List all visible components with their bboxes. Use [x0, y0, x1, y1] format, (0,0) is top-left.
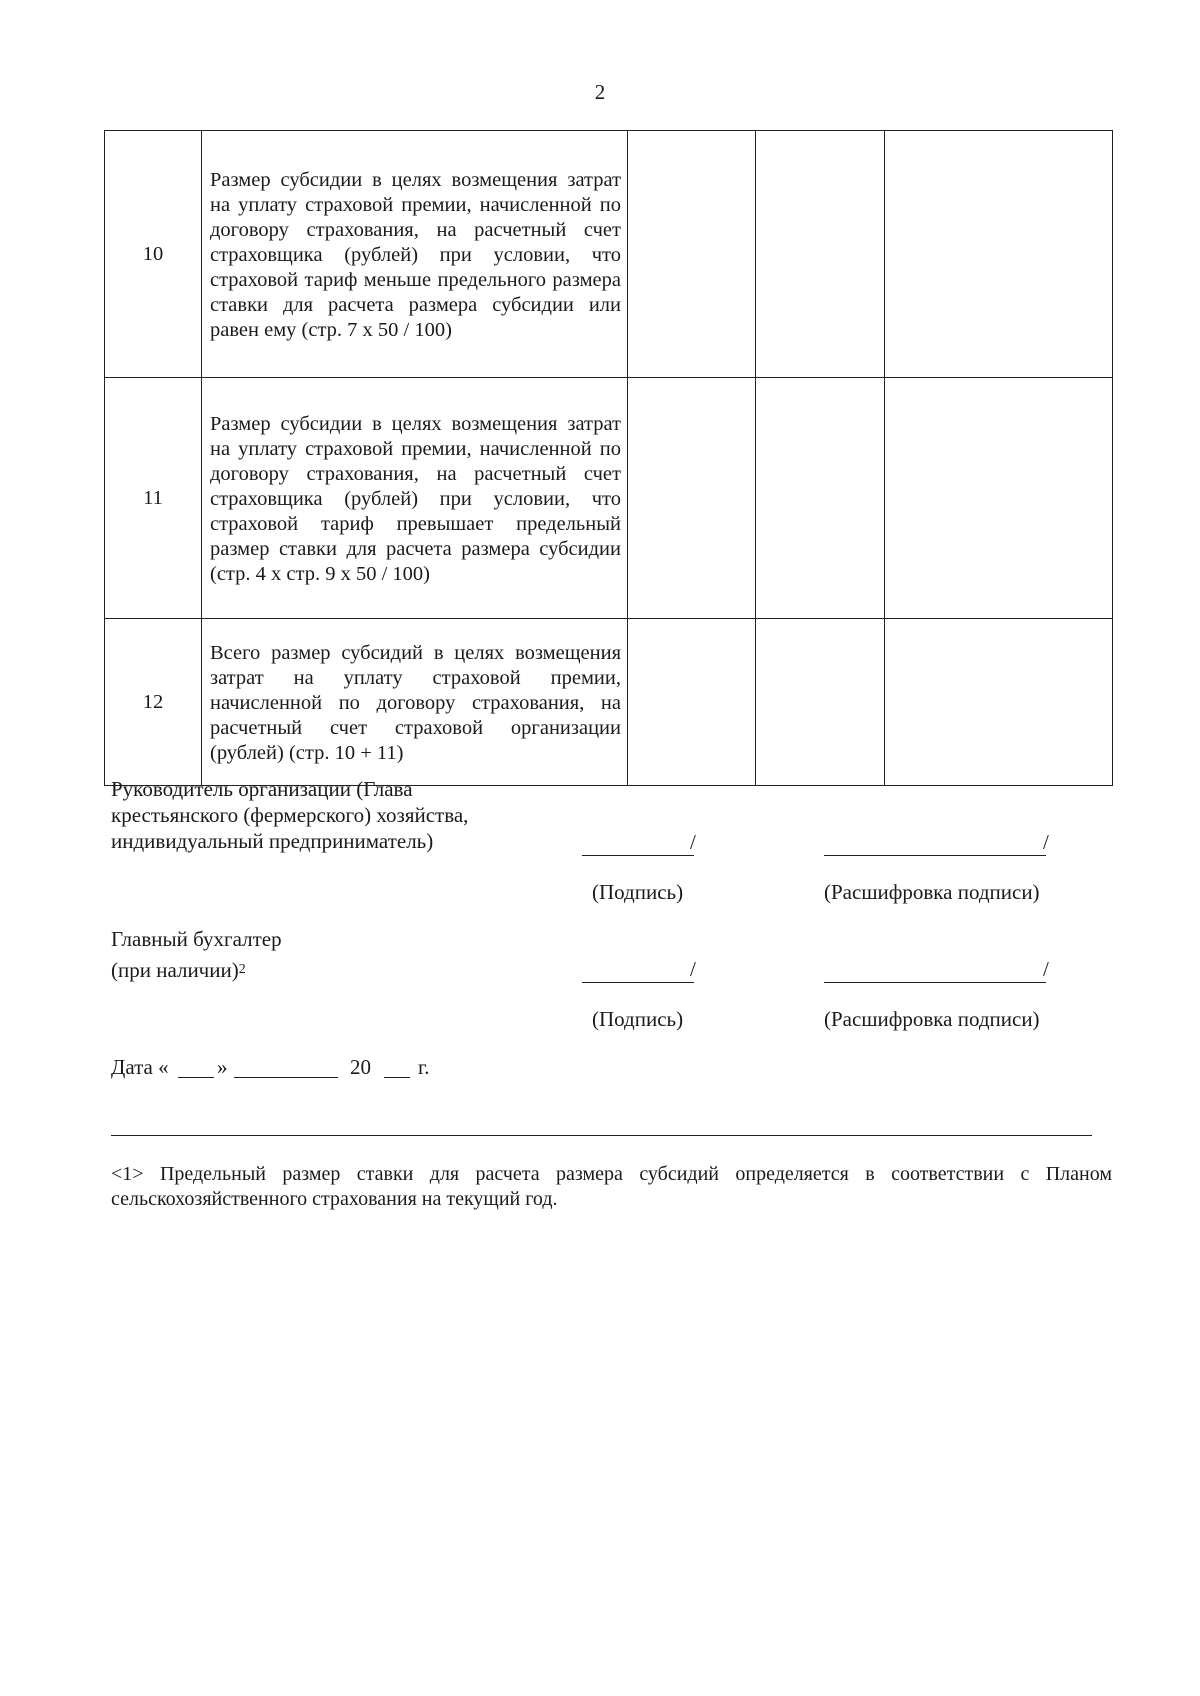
head-title-line-1: Руководитель организации (Глава	[111, 777, 413, 801]
accountant-decode-line[interactable]	[824, 982, 1046, 983]
accountant-signature-slash: /	[690, 957, 696, 981]
value-cell[interactable]	[885, 378, 1113, 619]
row-description: Всего размер субсидий в целях возмещения затрат на уплату страховой премии, начисленной по договору страхования, на расчетный счет страховой организации (рублей) (стр. 10 + 11)	[202, 619, 628, 786]
head-signature-line[interactable]	[582, 855, 694, 856]
footnote-separator	[111, 1135, 1092, 1136]
value-cell[interactable]	[628, 378, 756, 619]
accountant-decode-slash: /	[1043, 957, 1049, 981]
value-cell[interactable]	[628, 619, 756, 786]
date-day-field[interactable]	[178, 1077, 214, 1078]
value-cell[interactable]	[628, 131, 756, 378]
value-cell[interactable]	[756, 619, 885, 786]
date-year-prefix: 20	[350, 1055, 371, 1079]
accountant-signature-caption: (Подпись)	[592, 1007, 684, 1031]
subsidy-calculation-table	[104, 130, 1113, 786]
table-row	[105, 131, 1113, 378]
date-close-quote: »	[217, 1055, 228, 1079]
head-signature-slash: /	[690, 830, 696, 854]
accountant-title-line-2: (при наличии)$^2$	[111, 958, 246, 982]
row-number: 10	[105, 131, 202, 378]
row-description: Размер субсидии в целях возмещения затрат на уплату страховой премии, начисленной по договору страхования, на расчетный счет страховщика (рублей) при условии, что страховой тариф меньше предельного размера ставки для расчета размера субсидии или равен ему (стр. 7 x 50 / 100)	[202, 131, 628, 378]
value-cell[interactable]	[885, 131, 1113, 378]
head-decode-caption: (Расшифровка подписи)	[824, 880, 1040, 904]
date-month-field[interactable]	[234, 1077, 338, 1078]
head-decode-line[interactable]	[824, 855, 1046, 856]
head-title-line-2: крестьянского (фермерского) хозяйства,	[111, 803, 469, 827]
footnote-mark: 2	[238, 962, 246, 977]
value-cell[interactable]	[756, 378, 885, 619]
head-decode-slash: /	[1043, 830, 1049, 854]
row-number: 12	[105, 619, 202, 786]
accountant-decode-caption: (Расшифровка подписи)	[824, 1007, 1040, 1031]
accountant-title-line-1: Главный бухгалтер	[111, 927, 282, 951]
head-title-line-3: индивидуальный предприниматель)	[111, 829, 434, 853]
head-signature-caption: (Подпись)	[592, 880, 684, 904]
footnote-text: <1> Предельный размер ставки для расчета размера субсидий определяется в соответствии с Планом сельскохозяйственного страхования на текущий год.	[111, 1163, 1112, 1210]
table-row	[105, 378, 1113, 619]
row-description: Размер субсидии в целях возмещения затрат на уплату страховой премии, начисленной по договору страхования, на расчетный счет страховщика (рублей) при условии, что страховой тариф превышает предельный размер ставки для расчета размера субсидии (стр. 4 x стр. 9 x 50 / 100)	[202, 378, 628, 619]
date-year-suffix: г.	[418, 1055, 430, 1079]
page-number: 2	[594, 80, 606, 104]
value-cell[interactable]	[756, 131, 885, 378]
value-cell[interactable]	[885, 619, 1113, 786]
accountant-signature-line[interactable]	[582, 982, 694, 983]
table-row	[105, 619, 1113, 786]
date-label: Дата «	[111, 1055, 169, 1079]
date-year-field[interactable]	[384, 1077, 410, 1078]
row-number: 11	[105, 378, 202, 619]
